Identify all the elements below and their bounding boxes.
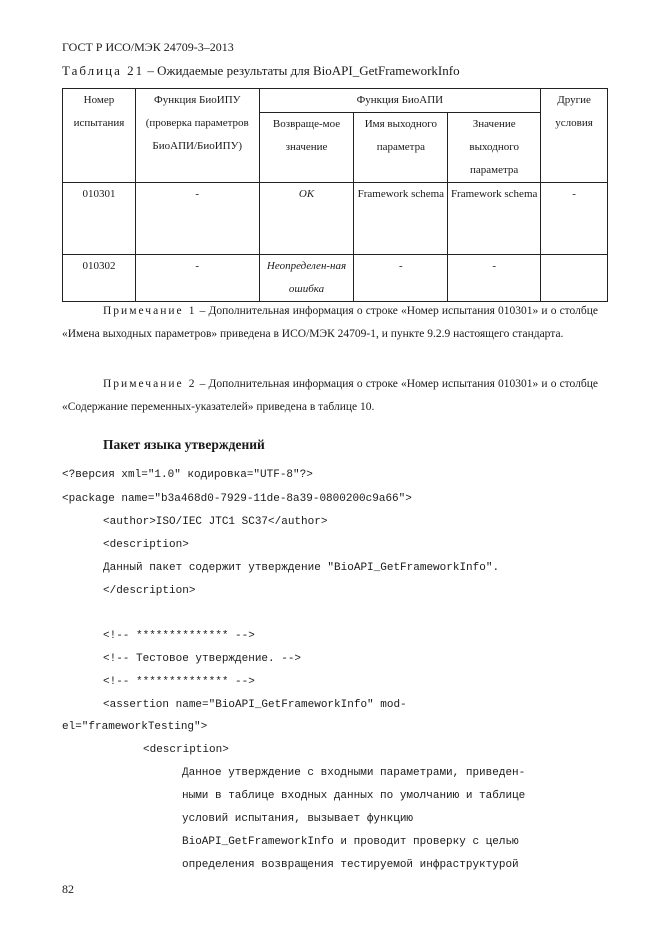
note-2-text: – Дополнительная информация о строке «Номер испытания 010301» и о столбце «Содержание переменных-указателей» приведена в таблице 10. [62, 378, 598, 413]
results-table [62, 88, 608, 302]
header-output-name: Имя выходного параметра [354, 113, 448, 183]
page-number: 82 [62, 882, 74, 896]
cell-return-value: OK [259, 183, 354, 255]
header-bioipu-function: Функция БиоИПУ (проверка параметров БиоАПИ/БиоИПУ) [135, 89, 259, 183]
note-1-text: – Дополнительная информация о строке «Номер испытания 010301» и о столбце «Имена выходных параметров» приведена в ИСО/МЭК 24709-1, и пункте 9.2.9 настоящего стандарта. [62, 305, 598, 340]
header-test-number: Номер испытания [63, 89, 136, 183]
cell-bioipu: - [135, 255, 259, 302]
code-line: ными в таблице входных данных по умолчанию и таблице [182, 790, 526, 802]
cell-output-name: Framework schema [354, 183, 448, 255]
cell-other [541, 255, 608, 302]
code-line: <description> [103, 539, 189, 551]
header-bioapi-function: Функция БиоАПИ [259, 89, 540, 113]
code-line: <?версия xml="1.0" кодировка="UTF-8"?> [62, 469, 313, 481]
cell-test-number: 010302 [63, 255, 136, 302]
cell-output-name: - [354, 255, 448, 302]
code-line: <!-- ************** --> [103, 676, 255, 688]
note-2 [62, 373, 598, 419]
note-1-label: Примечание 1 [103, 305, 197, 317]
table-caption [62, 63, 460, 79]
cell-output-value: Framework schema [448, 183, 541, 255]
table-row [63, 255, 608, 302]
cell-test-number: 010301 [63, 183, 136, 255]
code-line: <package name="b3a468d0-7929-11de-8a39-0800200c9a66"> [62, 493, 412, 505]
cell-return-value: Неопределен-ная ошибка [259, 255, 354, 302]
code-line: условий испытания, вызывает функцию [182, 813, 414, 825]
cell-other: - [541, 183, 608, 255]
document-header: ГОСТ Р ИСО/МЭК 24709-3–2013 [62, 40, 234, 54]
header-return-value: Возвраще-мое значение [259, 113, 354, 183]
code-line: <!-- Тестовое утверждение. --> [103, 653, 302, 665]
header-output-value: Значение выходного параметра [448, 113, 541, 183]
code-line: Данное утверждение с входными параметрами, приведен- [182, 767, 526, 779]
cell-output-value: - [448, 255, 541, 302]
code-line: <assertion name="BioAPI_GetFrameworkInfo" mod- [103, 699, 407, 711]
code-line: BioAPI_GetFrameworkInfo и проводит проверку с целью [182, 836, 519, 848]
table-row [63, 183, 608, 255]
cell-bioipu: - [135, 183, 259, 255]
code-line: определения возвращения тестируемой инфраструктурой [182, 859, 519, 871]
section-heading: Пакет языка утверждений [103, 437, 265, 452]
code-line: <!-- ************** --> [103, 630, 255, 642]
code-line: <author>ISO/IEC JTC1 SC37</author> [103, 516, 328, 528]
header-other-conditions: Другие условия [541, 89, 608, 183]
table-caption-title: – Ожидаемые результаты для BioAPI_GetFrameworkInfo [144, 63, 460, 78]
note-2-label: Примечание 2 [103, 378, 197, 390]
table-caption-label: Таблица 21 [62, 63, 145, 78]
code-line: el="frameworkTesting"> [62, 721, 208, 733]
note-1 [62, 300, 598, 346]
code-line: <description> [143, 744, 229, 756]
code-line: Данный пакет содержит утверждение "BioAPI_GetFrameworkInfo". [103, 562, 500, 574]
code-line: </description> [103, 585, 196, 597]
